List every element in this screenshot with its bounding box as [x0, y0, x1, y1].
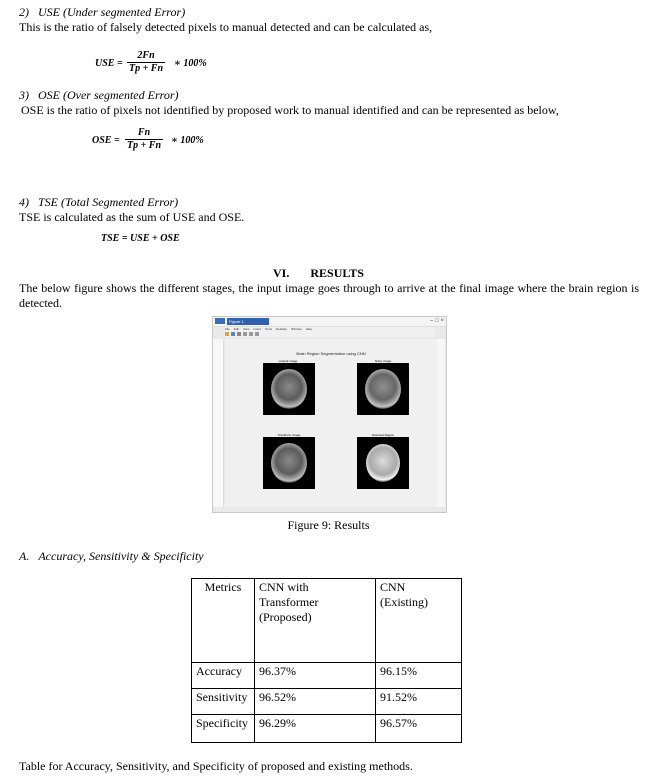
table-row: [192, 663, 462, 689]
row-specificity-label: Specificity: [192, 715, 255, 743]
ose-numerator: Fn: [137, 127, 151, 138]
brain-scan-noisy: [365, 369, 401, 409]
window-title: Figure 1: [227, 318, 269, 325]
figure-left-panel: [213, 339, 224, 507]
header-proposed: CNN with Transformer (Proposed): [255, 579, 376, 663]
minimize-icon[interactable]: –: [430, 318, 434, 324]
row-accuracy-existing: 96.15%: [376, 663, 462, 689]
panel-label-detected: Detected Region: [371, 433, 395, 437]
use-numerator: 2Fn: [137, 50, 155, 61]
figure-caption: Figure 9: Results: [287, 518, 370, 532]
table-caption: Table for Accuracy, Sensitivity, and Specificity of proposed and existing methods.: [19, 759, 413, 773]
ose-heading: 3) OSE (Over segmented Error): [19, 88, 179, 102]
row-sensitivity-existing: 91.52%: [376, 689, 462, 715]
tse-heading: 4) TSE (Total Segmented Error): [19, 195, 179, 209]
ose-fraction: [125, 127, 163, 152]
menu-item-window[interactable]: Window: [291, 327, 302, 331]
results-figure: [212, 316, 447, 513]
plot-title: Brain Region Segmentation using CNN: [296, 351, 366, 356]
use-heading: 2) USE (Under segmented Error): [19, 5, 186, 19]
table-row: [192, 689, 462, 715]
header-existing: CNN (Existing): [376, 579, 462, 663]
close-icon[interactable]: ×: [440, 318, 444, 324]
brain-scan-detected: [366, 444, 400, 482]
use-description: This is the ratio of falsely detected pixels to manual detected and can be calculated as,: [19, 20, 433, 34]
figure-toolbar: [225, 332, 259, 336]
row-specificity-proposed: 96.29%: [255, 715, 376, 743]
print-icon[interactable]: [237, 332, 241, 336]
panel-label-original: original image: [278, 359, 298, 363]
brain-scan-transform: [271, 443, 307, 483]
results-description: The below figure shows the different stages, the input image goes through to arrive at the final image where the brain region is detected.: [19, 281, 639, 310]
save-icon[interactable]: [231, 332, 235, 336]
ose-description: OSE is the ratio of pixels not identified by proposed work to manual identified and can be represented as below,: [21, 103, 559, 117]
tse-formula: TSE = USE + OSE: [101, 233, 180, 244]
brain-scan-original: [271, 369, 307, 409]
row-accuracy-proposed: 96.37%: [255, 663, 376, 689]
subsection-heading: A. Accuracy, Sensitivity & Specificity: [19, 549, 204, 563]
row-accuracy-label: Accuracy: [192, 663, 255, 689]
ose-formula-rhs: ∗ 100%: [171, 135, 204, 146]
figure-right-panel: [437, 339, 445, 507]
panel-noisy-image: [357, 363, 409, 415]
use-denominator: Tp + Fn: [129, 63, 164, 74]
figure-menubar: [225, 327, 435, 337]
metrics-table: [191, 578, 462, 743]
header-metrics: Metrics: [192, 579, 255, 663]
row-sensitivity-proposed: 96.52%: [255, 689, 376, 715]
results-heading: VI. RESULTS: [273, 266, 364, 280]
table-header-row: [192, 579, 462, 663]
panel-label-transform: Transform image: [277, 433, 301, 437]
tse-description: TSE is calculated as the sum of USE and OSE.: [19, 210, 245, 224]
window-tab-icon: [215, 318, 225, 324]
menu-item-insert[interactable]: Insert: [253, 327, 261, 331]
panel-original-image: [263, 363, 315, 415]
panel-label-noisy: Noisy image: [374, 359, 392, 363]
zoom-in-icon[interactable]: [243, 332, 247, 336]
menu-item-file[interactable]: File: [225, 327, 230, 331]
use-formula-lhs: USE =: [95, 58, 123, 69]
use-fraction: [127, 50, 165, 75]
table-row: [192, 715, 462, 743]
ose-formula-lhs: OSE =: [92, 135, 120, 146]
ose-denominator: Tp + Fn: [127, 140, 162, 151]
row-specificity-existing: 96.57%: [376, 715, 462, 743]
pan-icon[interactable]: [255, 332, 259, 336]
menu-item-desktop[interactable]: Desktop: [276, 327, 288, 331]
zoom-out-icon[interactable]: [249, 332, 253, 336]
menu-item-tools[interactable]: Tools: [264, 327, 272, 331]
open-icon[interactable]: [225, 332, 229, 336]
row-sensitivity-label: Sensitivity: [192, 689, 255, 715]
maximize-icon[interactable]: □: [435, 318, 439, 324]
panel-transform-image: [263, 437, 315, 489]
window-controls: [430, 317, 444, 326]
use-formula-rhs: ∗ 100%: [174, 58, 207, 69]
menu-item-help[interactable]: Help: [305, 327, 312, 331]
figure-titlebar: [213, 317, 446, 327]
figure-canvas: [225, 339, 437, 507]
menu-item-edit[interactable]: Edit: [233, 327, 240, 331]
menu-item-view[interactable]: View: [243, 327, 250, 331]
panel-detected-image: [357, 437, 409, 489]
